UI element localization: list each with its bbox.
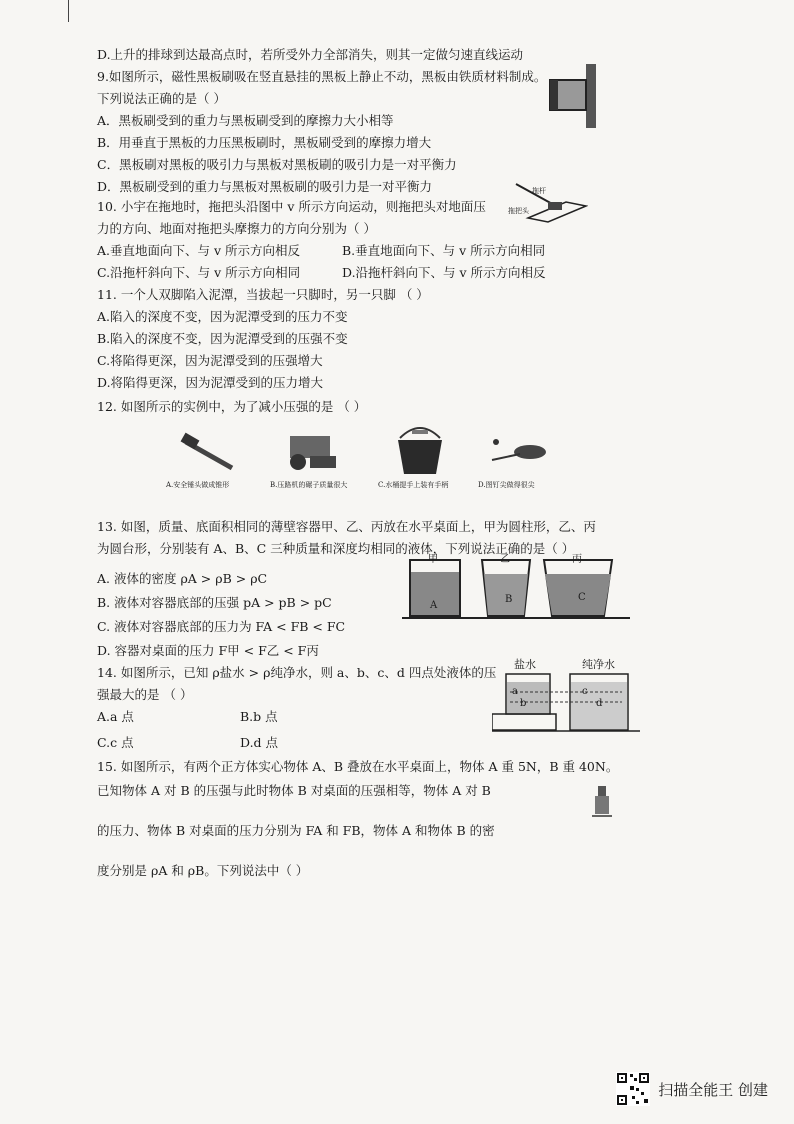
q13-option-d: D. 容器对桌面的压力 F甲 < F乙 < F丙 xyxy=(97,643,319,658)
q9-stem: 9.如图所示，磁性黑板刷吸在竖直悬挂的黑板上静止不动，黑板由铁质材料制成。 xyxy=(97,69,547,84)
qr-code-icon xyxy=(616,1072,650,1106)
scanner-watermark: 扫描全能王 创建 xyxy=(658,1080,768,1099)
q15-stem: 15. 如图所示，有两个正方体实心物体 A、B 叠放在水平桌面上，物体 A 重 5N，B 重 40N。 xyxy=(97,759,619,774)
q14-option-d: D.d 点 xyxy=(240,735,279,750)
q10-mop-figure xyxy=(508,180,588,224)
q9-option-b: B．用垂直于黑板的力压黑板刷时，黑板刷受到的摩擦力增大 xyxy=(97,135,432,150)
scanner-footer xyxy=(616,1072,768,1106)
q15-blocks-figure xyxy=(592,784,614,822)
q14-option-a: A.a 点 xyxy=(97,709,134,724)
q15-stem-4: 度分别是 ρA 和 ρB。下列说法中（ ） xyxy=(97,863,309,878)
q14-prompt: 强最大的是 （ ） xyxy=(97,687,193,702)
q14-point-c: c xyxy=(582,686,588,697)
q13-option-b: B. 液体对容器底部的压强 pA > pB > pC xyxy=(97,595,332,610)
q15-stem-3: 的压力、物体 B 对桌面的压力分别为 FA 和 FB，物体 A 和物体 B 的密 xyxy=(97,823,495,838)
q12-caption-a: A.安全锤头做成锥形 xyxy=(166,481,230,489)
q10-prompt: 力的方向、地面对拖把头摩擦力的方向分别为（ ） xyxy=(97,221,376,236)
q13-label-A: A xyxy=(430,600,438,611)
q10-option-b: B.垂直地面向下、与 v 所示方向相同 xyxy=(342,243,546,258)
q12-caption-b: B.压路机的碾子质量很大 xyxy=(270,481,348,489)
q13-label-bing: 丙 xyxy=(572,554,582,565)
q9-prompt: 下列说法正确的是（ ） xyxy=(97,91,226,106)
q9-blackboard-figure xyxy=(546,62,602,132)
q12-hammer-figure xyxy=(180,432,240,474)
q13-label-C: C xyxy=(578,592,586,603)
q11-option-a: A.陷入的深度不变，因为泥潭受到的压力不变 xyxy=(97,309,348,324)
q13-option-c: C. 液体对容器底部的压力为 FA < FB < FC xyxy=(97,619,346,634)
q14-stem: 14. 如图所示，已知 ρ盐水 > ρ纯净水，则 a、b、c、d 四点处液体的压 xyxy=(97,665,497,680)
margin-mark xyxy=(68,0,69,22)
q10-stem: 10. 小宇在拖地时，拖把头沿图中 v 所示方向运动，则拖把头对地面压 xyxy=(97,199,486,214)
q12-stem: 12. 如图所示的实例中，为了减小压强的是 （ ） xyxy=(97,399,367,414)
q10-option-c: C.沿拖杆斜向下、与 v 所示方向相同 xyxy=(97,265,301,280)
q14-option-b: B.b 点 xyxy=(240,709,278,724)
q10-option-a: A.垂直地面向下、与 v 所示方向相反 xyxy=(97,243,301,258)
q12-roller-figure xyxy=(280,428,340,472)
q14-label-pure: 纯净水 xyxy=(582,658,615,671)
q12-caption-c: C.水桶提手上装有手柄 xyxy=(378,481,449,489)
q10-label-head: 拖把头 xyxy=(508,207,529,215)
q14-label-salt: 盐水 xyxy=(514,658,536,671)
q11-option-c: C.将陷得更深，因为泥潭受到的压强增大 xyxy=(97,353,323,368)
q12-pushpin-figure xyxy=(486,432,550,472)
q14-point-d: d xyxy=(596,698,603,709)
q11-option-b: B.陷入的深度不变，因为泥潭受到的压强不变 xyxy=(97,331,348,346)
q14-point-b: b xyxy=(520,698,527,709)
q8-option-d: D.上升的排球到达最高点时，若所受外力全部消失，则其一定做匀速直线运动 xyxy=(97,47,524,62)
q13-option-a: A. 液体的密度 ρA > ρB > ρC xyxy=(97,571,268,586)
q13-label-yi: 乙 xyxy=(500,554,510,565)
q14-point-a: a xyxy=(512,686,518,697)
q9-option-c: C．黑板刷对黑板的吸引力与黑板对黑板刷的吸引力是一对平衡力 xyxy=(97,157,457,172)
q9-option-a: A．黑板刷受到的重力与黑板刷受到的摩擦力大小相等 xyxy=(97,113,394,128)
q11-option-d: D.将陷得更深，因为泥潭受到的压力增大 xyxy=(97,375,324,390)
q10-option-d: D.沿拖杆斜向下、与 v 所示方向相反 xyxy=(342,265,546,280)
q13-label-jia: 甲 xyxy=(428,554,438,565)
q13-stem: 13. 如图，质量、底面积相同的薄壁容器甲、乙、丙放在水平桌面上，甲为圆柱形，乙、丙 xyxy=(97,519,596,534)
q11-stem: 11. 一个人双脚陷入泥潭，当拔起一只脚时，另一只脚 （ ） xyxy=(97,287,429,302)
q10-label-pole: 拖杆 xyxy=(532,187,546,195)
q13-stem-cont: 为圆台形，分别装有 A、B、C 三种质量和深度均相同的液体，下列说法正确的是（ ） xyxy=(97,541,575,556)
q12-bucket-figure xyxy=(390,422,450,476)
q14-option-c: C.c 点 xyxy=(97,735,134,750)
q14-containers-figure xyxy=(492,668,642,734)
q15-stem-2: 已知物体 A 对 B 的压强与此时物体 B 对桌面的压强相等，物体 A 对 B xyxy=(97,783,491,798)
q9-option-d: D．黑板刷受到的重力与黑板对黑板刷的吸引力是一对平衡力 xyxy=(97,179,433,194)
q12-caption-d: D.图钉尖做得很尖 xyxy=(478,481,535,489)
q13-label-B: B xyxy=(505,594,513,605)
